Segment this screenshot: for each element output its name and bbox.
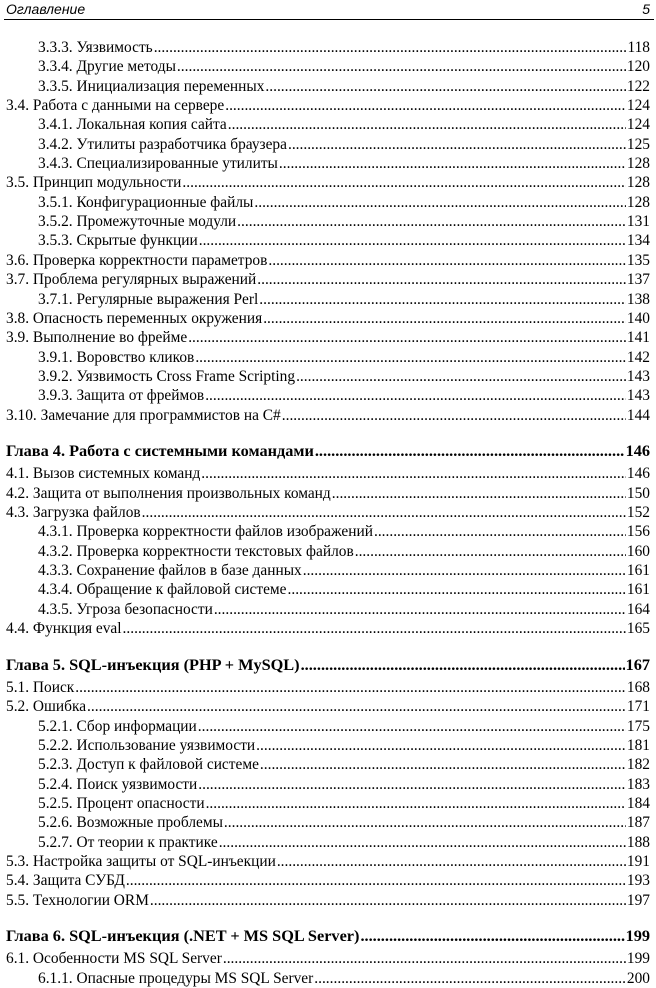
toc-entry-label: 5.3. Настройка защиты от SQL-инъекции [6,853,276,870]
toc-dot-leader [254,193,626,212]
toc-dot-leader [224,813,626,832]
toc-dot-leader [355,542,626,561]
toc-entry-page: 175 [626,718,650,735]
toc-entry-page: 150 [626,485,650,502]
toc-entry-page: 200 [626,970,650,987]
toc-entry [0,309,656,328]
toc-entry-label: 3.4. Работа с данными на сервере [6,97,225,114]
toc-entry-label: 4.4. Функция eval [6,620,122,637]
toc-entry [0,813,656,832]
toc-entry-page: 143 [626,387,650,404]
toc-dot-leader [360,926,624,945]
toc-entry-label: 5.1. Поиск [6,679,75,696]
toc-entry-page: 156 [626,523,650,540]
toc-entry [0,135,656,154]
toc-entry [0,580,656,599]
toc-entry-label: 4.2. Защита от выполнения произвольных команд [6,485,331,502]
toc-entry-page: 124 [626,97,650,114]
toc-entry-page: 120 [626,58,650,75]
toc-entry-label: 3.6. Проверка корректности параметров [6,252,268,269]
toc-entry-page: 183 [626,776,650,793]
toc-dot-leader [142,503,626,522]
toc-dot-leader [277,852,626,871]
toc-dot-leader [75,678,626,697]
toc-entry-page: 152 [626,504,650,521]
toc-dot-leader [219,833,626,852]
toc-entry [0,755,656,774]
toc-dot-leader [265,77,626,96]
toc-dot-leader [87,697,626,716]
toc-entry [0,871,656,890]
toc-entry-page: 144 [626,407,650,424]
toc-entry-page: 137 [626,271,650,288]
toc-entry-page: 168 [626,679,650,696]
toc-dot-leader [296,367,626,386]
toc-dot-leader [288,135,626,154]
toc-entry-label: 4.3.3. Сохранение файлов в базе данных [38,562,302,579]
toc-entry-page: 118 [627,39,650,56]
toc-entry-label: 4.3.4. Обращение к файловой системе [38,581,287,598]
toc-dot-leader [301,655,625,674]
toc-entry-page: 134 [626,232,650,249]
toc-entry-page: 188 [626,834,650,851]
toc-entry [0,619,656,638]
toc-entry [0,949,656,968]
toc-entry-page: 171 [626,698,650,715]
toc-dot-leader [225,96,626,115]
toc-dot-leader [126,871,626,890]
toc-entry-page: 122 [626,78,650,95]
toc-entry-page: 146 [626,465,650,482]
toc-dot-leader [195,348,626,367]
toc-entry-label: 3.10. Замечание для программистов на C# [6,407,281,424]
toc-entry-label: 3.5.3. Скрытые функции [38,232,198,249]
toc-entry [0,270,656,289]
toc-entry-label: 4.3.2. Проверка корректности текстовых файлов [38,543,354,560]
toc-entry-page: 125 [626,136,650,153]
toc-entry [0,484,656,503]
toc-entry-page: 182 [626,756,650,773]
toc-entry-page: 142 [626,349,650,366]
toc-entry [0,503,656,522]
toc-entry-page: 128 [626,174,650,191]
toc-entry [0,193,656,212]
toc-dot-leader [201,464,626,483]
toc-entry-label: 5.2.7. От теории к практике [38,834,218,851]
toc-entry-label: 5.2.3. Доступ к файловой системе [38,756,259,773]
toc-entry-page: 143 [626,368,650,385]
toc-entry-page: 141 [626,329,650,346]
toc-entry [0,678,656,697]
toc-dot-leader [177,57,626,76]
toc-dot-leader [268,251,626,270]
toc-dot-leader [314,969,626,988]
toc-entry-page: 138 [626,291,650,308]
toc-entry-label: 5.4. Защита СУБД [6,872,125,889]
toc-entry-label: 4.1. Вызов системных команд [6,465,201,482]
toc-entry [0,736,656,755]
toc-entry [0,231,656,250]
toc-entry-label: 3.7.1. Регулярные выражения Perl [38,291,259,308]
toc-entry-label: 3.9.2. Уязвимость Cross Frame Scripting [38,368,296,385]
toc-entry-page: 140 [626,310,650,327]
toc-entry [0,542,656,561]
toc-entry-label: 5.2.1. Сбор информации [38,718,197,735]
toc-entry [0,833,656,852]
toc-entry-page: 164 [626,601,650,618]
toc-entry [0,386,656,405]
toc-entry-page: 124 [626,116,650,133]
toc-dot-leader [260,755,626,774]
toc-entry-page: 167 [625,655,650,674]
toc-entry [0,96,656,115]
toc-entry [0,561,656,580]
toc-dot-leader [263,309,626,328]
toc-entry-label: 4.3.5. Угроза безопасности [38,601,213,618]
toc-entry [0,77,656,96]
toc-entry [0,290,656,309]
toc-entry [0,600,656,619]
toc-chapter-entry [0,655,656,674]
toc-dot-leader [188,328,626,347]
toc-entry-label: 3.5.2. Промежуточные модули [38,213,237,230]
toc-entry-label: 3.9.1. Воровство кликов [38,349,195,366]
toc-entry-page: 181 [626,737,650,754]
toc-dot-leader [374,522,626,541]
toc-entry [0,38,656,57]
toc-entry-label: 5.2.6. Возможные проблемы [38,814,223,831]
page-header [4,0,654,20]
toc-entry [0,367,656,386]
toc-entry-label: Глава 6. SQL-инъекция (.NET + MS SQL Server) [6,926,360,945]
toc-entry [0,212,656,231]
toc-dot-leader [279,154,626,173]
toc-entry [0,406,656,425]
toc-entry-label: 3.5.1. Конфигурационные файлы [38,194,254,211]
toc-chapter-entry [0,441,656,460]
toc-entry-page: 199 [626,950,650,967]
toc-entry-label: 5.5. Технологии ORM [6,892,149,909]
toc-entry-label: Глава 5. SQL-инъекция (PHP + MySQL) [6,655,300,674]
toc-entry-page: 161 [626,581,650,598]
toc-entry-page: 187 [626,814,650,831]
toc-entry-label: 3.3.4. Другие методы [38,58,176,75]
toc-entry-label: 3.8. Опасность переменных окружения [6,310,263,327]
header-page-number: 5 [642,1,650,17]
toc-entry-page: 184 [626,795,650,812]
toc-entry-label: 5.2.5. Процент опасности [38,795,205,812]
toc-dot-leader [303,561,626,580]
toc-entry-page: 128 [626,194,650,211]
toc-chapter-entry [0,926,656,945]
toc-entry-label: 3.9. Выполнение во фрейме [6,329,188,346]
toc-entry [0,173,656,192]
toc-dot-leader [282,406,626,425]
toc-entry [0,891,656,910]
toc-dot-leader [206,794,626,813]
toc-entry [0,717,656,736]
toc-dot-leader [256,736,626,755]
toc-dot-leader [288,580,626,599]
toc-entry-label: 3.9.3. Защита от фреймов [38,387,205,404]
toc-dot-leader [257,270,626,289]
toc-dot-leader [198,717,626,736]
toc-entry-label: 5.2.2. Использование уязвимости [38,737,256,754]
toc-dot-leader [259,290,626,309]
toc-entry [0,852,656,871]
toc-entry [0,154,656,173]
toc-dot-leader [154,38,627,57]
toc-entry-label: 4.3.1. Проверка корректности файлов изображений [38,523,373,540]
toc-entry-label: 5.2. Ошибка [6,698,87,715]
toc-dot-leader [182,173,625,192]
toc-entry-label: 3.4.1. Локальная копия сайта [38,116,227,133]
toc-entry-label: 6.1.1. Опасные процедуры MS SQL Server [38,970,314,987]
toc-dot-leader [332,484,626,503]
toc-entry [0,328,656,347]
toc-entry-label: 3.3.5. Инициализация переменных [38,78,265,95]
toc-entry-label: 3.3.3. Уязвимость [38,39,153,56]
toc-dot-leader [198,775,626,794]
toc-entry-page: 193 [626,872,650,889]
header-title: Оглавление [6,1,86,17]
toc-dot-leader [214,600,626,619]
toc-entry-label: Глава 4. Работа с системными командами [6,441,314,460]
toc-entry-page: 161 [626,562,650,579]
toc-entry-label: 6.1. Особенности MS SQL Server [6,950,222,967]
toc-entry [0,251,656,270]
toc-dot-leader [150,891,626,910]
toc-entry-page: 131 [626,213,650,230]
toc-dot-leader [199,231,626,250]
toc-dot-leader [315,441,625,460]
toc-entry-label: 4.3. Загрузка файлов [6,504,141,521]
toc-entry-label: 3.7. Проблема регулярных выражений [6,271,257,288]
toc-dot-leader [228,115,626,134]
toc-entry-page: 146 [625,441,650,460]
toc-dot-leader [123,619,626,638]
toc-entry-page: 165 [626,620,650,637]
toc-entry [0,464,656,483]
toc-entry-label: 5.2.4. Поиск уязвимости [38,776,198,793]
toc-entry [0,697,656,716]
toc-dot-leader [223,949,626,968]
toc-entry [0,522,656,541]
toc-entry-label: 3.4.3. Специализированные утилиты [38,155,278,172]
toc-entry-label: 3.5. Принцип модульности [6,174,182,191]
toc-entry [0,794,656,813]
toc-entry [0,775,656,794]
toc-entry-page: 199 [625,926,650,945]
toc-entry [0,348,656,367]
toc-entry-page: 135 [626,252,650,269]
toc-entry-page: 191 [626,853,650,870]
toc-dot-leader [205,386,626,405]
toc-entry [0,969,656,988]
toc-entry-page: 128 [626,155,650,172]
toc-entry-label: 3.4.2. Утилиты разработчика браузера [38,136,287,153]
toc-entry-page: 197 [626,892,650,909]
toc-entry-page: 160 [626,543,650,560]
toc-entry [0,115,656,134]
toc-dot-leader [237,212,626,231]
toc-entry [0,57,656,76]
